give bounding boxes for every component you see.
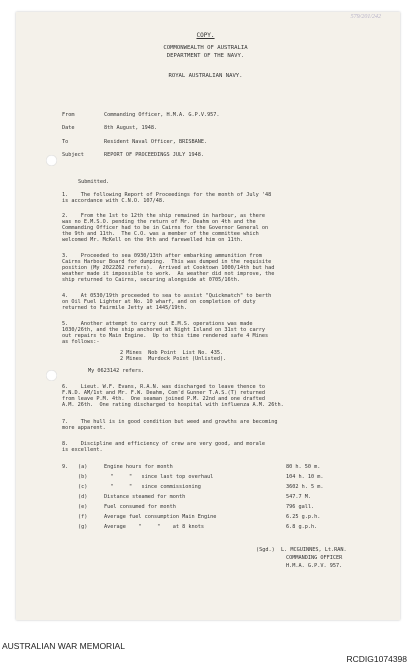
- paragraph-6-line: F.N.D. AM/1st and Mr. F.W. Deahm, Com'd Gunner T.A.S.(T) returned: [62, 390, 266, 396]
- mines-list-item: 2 Mines Murdock Point (Unlisted).: [120, 356, 227, 362]
- table-number: 9.: [62, 464, 69, 470]
- paragraph-2-line: the 9th and 11th. The C.O. was a member of the committee which: [62, 231, 259, 237]
- paragraph-2-line: was no E.M.S.O. pending the return of Mr. Deahm on 4th and the: [62, 219, 256, 225]
- document-page: [16, 12, 400, 620]
- header-navy: ROYAL AUSTRALIAN NAVY.: [168, 73, 243, 79]
- table-row-value: 104 h. 10 m.: [286, 474, 324, 480]
- paragraph-3-line: ship returned to Cairns, securing alongside at 0705/16th.: [62, 277, 241, 283]
- paragraph-3-line: Cairns Harbour Board for dumping. This was dumped in the requisite: [62, 259, 272, 265]
- table-row-value: 3602 h. 5 m.: [286, 484, 324, 490]
- table-row-value: 796 gall.: [286, 504, 315, 510]
- table-row-label: Fuel consumed for month: [104, 504, 176, 510]
- mines-list-item: 2 Mines Nob Point List No. 435.: [120, 350, 224, 356]
- table-row-label: Average " " at 8 knots: [104, 524, 204, 530]
- paragraph-6-line: 6. Lieut. W.F. Evans, R.A.N. was discharged to leave thence to: [62, 384, 266, 390]
- from-value: Commanding Officer, H.M.A. G.P.V.957.: [104, 112, 220, 118]
- footer-record-id: RCDIG1074398: [346, 654, 407, 664]
- header-department: DEPARTMENT OF THE NAVY.: [166, 53, 245, 59]
- paragraph-2-line: 2. From the 1st to 12th the ship remained in harbour, as there: [62, 213, 266, 219]
- header-commonwealth: COMMONWEALTH OF AUSTRALIA: [163, 45, 248, 51]
- copy-label: COPY.: [196, 32, 215, 39]
- table-row-letter: (b): [78, 474, 88, 480]
- table-row-label: Engine hours for month: [104, 464, 173, 470]
- table-row-label: " " since last top overhaul: [104, 474, 214, 480]
- paragraph-3-line: 3. Proceeded to sea 0930/13th after embarking ammunition from: [62, 253, 262, 259]
- paragraph-5-line: out repairs to Main Engine. Up to this time rendered safe 4 Mines: [62, 333, 269, 339]
- submitted-label: Submitted.: [78, 179, 110, 185]
- table-row-value: 6.8 g.p.h.: [286, 524, 318, 530]
- subject-value: REPORT OF PROCEEDINGS JULY 1948.: [104, 152, 204, 158]
- signature-title: COMMANDING OFFICER: [286, 555, 343, 561]
- mines-reference: My 0623142 refers.: [88, 368, 145, 374]
- paragraph-4-line: returned to Fairmile Jetty at 1445/19th.: [62, 305, 187, 311]
- table-row-letter: (e): [78, 504, 88, 510]
- paragraph-8-line: 8. Discipline and efficiency of crew are very good, and morale: [62, 441, 266, 447]
- paragraph-3-line: weather made it impossible to work. As weather did not improve, the: [62, 271, 275, 277]
- punch-hole: [46, 155, 57, 166]
- table-row-letter: (a): [78, 464, 88, 470]
- table-row-value: 6.25 g.p.h.: [286, 514, 321, 520]
- paragraph-1-line: 1. The following Report of Proceedings for the month of July '48: [62, 192, 272, 198]
- subject-label: Subject: [62, 152, 84, 158]
- table-row-letter: (d): [78, 494, 88, 500]
- signature-line: (Sgd.) L. MCGUINNES, Lt.RAN.: [256, 547, 347, 553]
- reference-number: 579/201/242: [350, 14, 381, 20]
- punch-hole: [46, 370, 57, 381]
- table-row-value: 547.7 M.: [286, 494, 311, 500]
- to-label: To: [62, 139, 69, 145]
- paragraph-7-line: more apparent.: [62, 425, 106, 431]
- paragraph-4-line: 4. At 0530/19th proceeded to sea to assist "Quickmatch" to berth: [62, 293, 272, 299]
- paragraph-8-line: is excellent.: [62, 447, 103, 453]
- paragraph-5-line: 5. Another attempt to carry out E.M.S. operations was made: [62, 321, 253, 327]
- paragraph-6-line: A.M. 26th. One rating discharged to hospital with influenza A.M. 26th.: [62, 402, 284, 408]
- table-row-letter: (g): [78, 524, 88, 530]
- table-row-value: 80 h. 50 m.: [286, 464, 321, 470]
- paragraph-6-line: from leave P.M. 4th. One seaman joined P.M. 22nd and one drafted: [62, 396, 266, 402]
- paragraph-3-line: position (My 2022Z62 refers). Arrived at Cooktown 1000/14th but had: [62, 265, 275, 271]
- table-row-label: Distance steamed for month: [104, 494, 186, 500]
- to-value: Resident Naval Officer, BRISBANE.: [104, 139, 208, 145]
- paragraph-4-line: on Oil Fuel Lighter at No. 10 wharf, and on completion of duty: [62, 299, 256, 305]
- footer-archive-name: AUSTRALIAN WAR MEMORIAL: [2, 641, 125, 651]
- table-row-label: Average fuel consumption Main Engine: [104, 514, 217, 520]
- paragraph-5-line: 1030/26th, and the ship anchored at Night Island on 31st to carry: [62, 327, 266, 333]
- date-value: 8th August, 1948.: [104, 125, 158, 131]
- paragraph-7-line: 7. The hull is in good condition but weed and growths are becoming: [62, 419, 278, 425]
- table-row-label: " " since commissioning: [104, 484, 201, 490]
- signature-ship: H.M.A. G.P.V. 957.: [286, 563, 343, 569]
- paragraph-2-line: welcomed Mr. McKell on the 9th and farewelled him on 11th.: [62, 237, 244, 243]
- from-label: From: [62, 112, 75, 118]
- table-row-letter: (f): [78, 514, 88, 520]
- table-row-letter: (c): [78, 484, 88, 490]
- paragraph-2-line: Commanding Officer had to be in Cairns for the Governor General on: [62, 225, 269, 231]
- date-label: Date: [62, 125, 75, 131]
- paragraph-1-line: is accordance with C.N.O. 107/48.: [62, 198, 166, 204]
- paragraph-5-line: as follows:-: [62, 339, 100, 345]
